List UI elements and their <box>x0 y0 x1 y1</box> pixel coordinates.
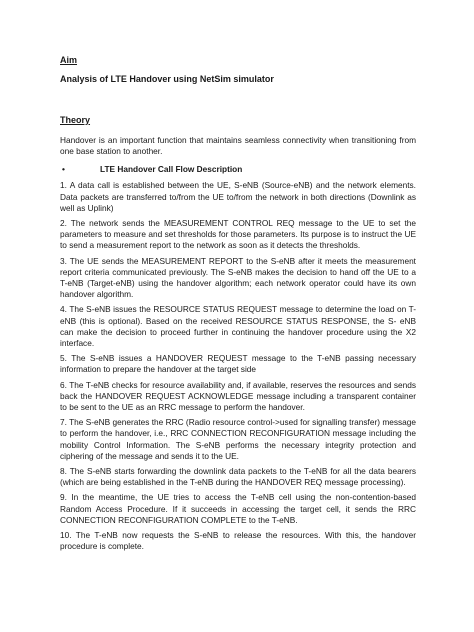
aim-heading: Aim <box>60 55 78 65</box>
aim-text: Analysis of LTE Handover using NetSim simulator <box>60 74 274 84</box>
step-paragraph: 6. The T-eNB checks for resource availability and, if available, reserves the resources and sends back the HANDOVER REQUEST ACKNOWLEDGE message including a transparent container to be sent to the UE as an RRC message to perform the handover. <box>60 379 416 413</box>
call-flow-steps <box>60 180 416 552</box>
step-paragraph: 7. The S-eNB generates the RRC (Radio resource control->used for signalling transfer) message to perform the handover, i.e., RRC CONNECTION RECONFIGURATION message including the mobility Control Information. The S-eNB performs the necessary integrity protection and ciphering of the message and sends it to the UE. <box>60 417 416 461</box>
step-paragraph: 3. The UE sends the MEASUREMENT REPORT to the S-eNB after it meets the measurement report criteria communicated previously. The S-eNB makes the decision to hand off the UE to a T-eNB (Target-eNB) using the handover algorithm; each network operator could have its own handover algorithm. <box>60 255 416 300</box>
step-paragraph: 9. In the meantime, the UE tries to access the T-eNB cell using the non-contention-based Random Access Procedure. If it succeeds in accessing the target cell, it sends the RRC CONNECTION RECONFIGURATION COMPLETE to the T-eNB. <box>60 492 416 525</box>
step-paragraph: 5. The S-eNB issues a HANDOVER REQUEST message to the T-eNB passing necessary information to prepare the handover at the target side <box>60 353 416 375</box>
step-paragraph: 1. A data call is established between the UE, S-eNB (Source-eNB) and the network elements. Data packets are transferred to/from the UE to/from the network in both directions (Downlink as well as Uplink) <box>60 180 416 213</box>
call-flow-subheading: LTE Handover Call Flow Description <box>100 164 243 175</box>
step-paragraph: 10. The T-eNB now requests the S-eNB to release the resources. With this, the handover procedure is complete. <box>60 530 416 552</box>
bullet-icon: • <box>62 164 65 175</box>
theory-heading: Theory <box>60 115 91 125</box>
theory-intro: Handover is an important function that maintains seamless connectivity when transitioning from one base station to another. <box>60 135 416 157</box>
step-paragraph: 2. The network sends the MEASUREMENT CONTROL REQ message to the UE to set the parameters to measure and set thresholds for those parameters. Its purpose is to instruct the UE to send a measurement report to the network as soon as it detects the thresholds. <box>60 218 416 251</box>
step-paragraph: 4. The S-eNB issues the RESOURCE STATUS REQUEST message to determine the load on T-eNB (this is optional). Based on the received RESOURCE STATUS RESPONSE, the S- eNB can make the decision to proceed further in continuing the handover procedure using the X2 interface. <box>60 304 416 349</box>
bullet-item <box>60 164 416 175</box>
step-paragraph: 8. The S-eNB starts forwarding the downlink data packets to the T-eNB for all the data bearers (which are being established in the T-eNB during the HANDOVER REQ message processing). <box>60 466 416 488</box>
